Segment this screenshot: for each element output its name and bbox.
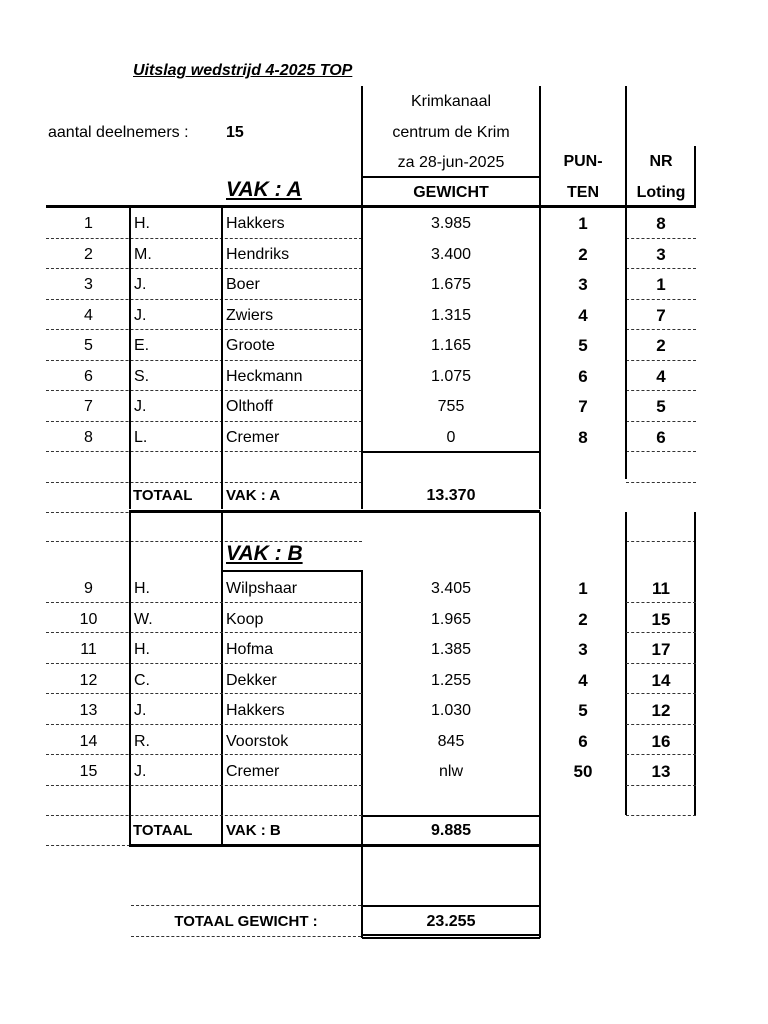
grid-line bbox=[46, 329, 362, 330]
row-lot: 6 bbox=[656, 427, 666, 447]
grid-line bbox=[625, 207, 627, 479]
row-initial: H. bbox=[134, 215, 150, 232]
grid-line bbox=[46, 421, 362, 422]
row-lot: 5 bbox=[656, 397, 666, 416]
grid-line bbox=[626, 663, 696, 664]
row-number: 13 bbox=[79, 702, 98, 719]
row-lot: 4 bbox=[656, 366, 666, 386]
row-number: 3 bbox=[84, 276, 93, 293]
grid-line bbox=[46, 632, 362, 633]
row-points: 5 bbox=[578, 701, 588, 720]
grid-line bbox=[626, 329, 696, 330]
grid-line bbox=[46, 360, 362, 361]
grid-line bbox=[626, 724, 696, 725]
row-weight: 3.985 bbox=[430, 215, 472, 232]
row-weight: 845 bbox=[437, 732, 465, 750]
grand-total-label: TOTAAL GEWICHT : bbox=[174, 913, 318, 930]
grid-line bbox=[626, 268, 696, 269]
grid-line bbox=[626, 815, 696, 816]
grid-line bbox=[362, 905, 540, 907]
row-points: 6 bbox=[578, 366, 588, 386]
row-initial: S. bbox=[134, 367, 150, 385]
grid-line bbox=[129, 844, 540, 847]
grid-line bbox=[361, 570, 363, 846]
row-lot: 7 bbox=[656, 305, 666, 325]
grid-line bbox=[361, 207, 363, 509]
row-name: Hakkers bbox=[226, 215, 285, 232]
grid-line bbox=[46, 693, 362, 694]
grid-line bbox=[626, 482, 696, 483]
row-initial: J. bbox=[134, 398, 147, 415]
grid-line bbox=[129, 512, 131, 846]
grid-line bbox=[625, 512, 627, 815]
row-lot: 17 bbox=[651, 640, 671, 659]
row-points: 4 bbox=[578, 670, 588, 690]
grid-line bbox=[362, 934, 540, 936]
vak-a-total-vak: VAK : A bbox=[226, 487, 281, 504]
grid-line bbox=[46, 268, 362, 269]
row-weight: 1.075 bbox=[430, 367, 472, 385]
row-initial: W. bbox=[134, 610, 153, 628]
vak-b-total-value: 9.885 bbox=[430, 822, 472, 839]
row-weight: nlw bbox=[438, 763, 463, 780]
header-divider bbox=[539, 86, 541, 206]
grid-line bbox=[626, 390, 696, 391]
row-number: 1 bbox=[84, 215, 93, 232]
row-lot: 8 bbox=[656, 214, 666, 233]
grid-line bbox=[46, 482, 362, 483]
header-divider bbox=[361, 86, 363, 206]
row-weight: 1.965 bbox=[430, 610, 472, 628]
grid-line bbox=[129, 207, 131, 509]
row-number: 4 bbox=[84, 306, 93, 324]
grid-line bbox=[626, 238, 696, 239]
header-nr-1: NR bbox=[649, 153, 673, 170]
row-name: Zwiers bbox=[226, 306, 274, 324]
row-name: Hendriks bbox=[226, 245, 290, 263]
row-number: 12 bbox=[79, 671, 98, 689]
grid-line bbox=[46, 602, 362, 603]
grid-line bbox=[362, 937, 540, 939]
vak-b-total-label: TOTAAL bbox=[133, 822, 193, 839]
row-weight: 1.675 bbox=[430, 276, 472, 293]
row-lot: 12 bbox=[651, 701, 671, 720]
header-punten-2: TEN bbox=[567, 184, 599, 201]
grid-line bbox=[129, 510, 540, 513]
grid-line bbox=[46, 815, 362, 816]
page-title: Uitslag wedstrijd 4-2025 TOP bbox=[133, 62, 353, 79]
row-initial: H. bbox=[134, 580, 150, 597]
row-initial: H. bbox=[134, 641, 150, 658]
grid-line bbox=[221, 207, 223, 509]
row-name: Koop bbox=[226, 610, 264, 628]
location-line-1: Krimkanaal bbox=[410, 93, 492, 110]
row-weight: 1.030 bbox=[430, 702, 472, 719]
row-number: 8 bbox=[84, 428, 93, 446]
row-weight: 3.400 bbox=[430, 245, 472, 263]
row-weight: 755 bbox=[437, 398, 465, 415]
grid-line bbox=[626, 785, 696, 786]
row-points: 50 bbox=[573, 762, 593, 781]
row-number: 11 bbox=[80, 641, 97, 658]
row-weight: 1.255 bbox=[430, 671, 472, 689]
row-initial: E. bbox=[134, 337, 150, 354]
grid-line bbox=[46, 785, 362, 786]
row-number: 5 bbox=[84, 337, 93, 354]
row-initial: J. bbox=[134, 276, 147, 293]
row-number: 10 bbox=[79, 610, 98, 628]
row-initial: J. bbox=[134, 306, 147, 324]
row-points: 1 bbox=[578, 214, 588, 233]
grid-line bbox=[46, 541, 362, 542]
row-name: Boer bbox=[226, 276, 260, 293]
row-weight: 3.405 bbox=[430, 580, 472, 597]
row-name: Dekker bbox=[226, 671, 277, 689]
vak-a-heading: VAK : A bbox=[226, 178, 302, 201]
row-number: 6 bbox=[84, 367, 93, 385]
row-points: 3 bbox=[578, 640, 588, 659]
vak-a-total-value: 13.370 bbox=[426, 487, 476, 504]
row-weight: 1.315 bbox=[430, 306, 472, 324]
grid-line bbox=[539, 512, 541, 846]
row-name: Olthoff bbox=[226, 398, 273, 415]
row-name: Hakkers bbox=[226, 702, 285, 719]
row-initial: R. bbox=[134, 732, 150, 750]
header-bottom-rule bbox=[46, 205, 696, 208]
vak-b-heading: VAK : B bbox=[226, 542, 303, 565]
grid-line bbox=[46, 238, 362, 239]
header-nr-2: Loting bbox=[636, 184, 686, 201]
row-initial: M. bbox=[134, 245, 152, 263]
grid-line bbox=[46, 754, 362, 755]
header-punten-1: PUN- bbox=[563, 153, 603, 170]
row-lot: 16 bbox=[651, 731, 671, 751]
row-points: 6 bbox=[578, 731, 588, 751]
row-points: 2 bbox=[578, 244, 588, 264]
location-line-2: centrum de Krim bbox=[392, 124, 510, 141]
header-divider bbox=[694, 146, 696, 206]
row-name: Wilpshaar bbox=[226, 580, 298, 597]
row-points: 7 bbox=[578, 397, 588, 416]
grid-line bbox=[626, 299, 696, 300]
row-lot: 11 bbox=[652, 579, 670, 598]
grid-line bbox=[46, 299, 362, 300]
row-lot: 2 bbox=[656, 336, 666, 355]
grid-line bbox=[362, 815, 540, 817]
vak-b-total-vak: VAK : B bbox=[226, 822, 281, 839]
grid-line bbox=[626, 360, 696, 361]
grid-line bbox=[626, 754, 696, 755]
grid-line bbox=[361, 846, 363, 938]
grid-line bbox=[626, 602, 696, 603]
row-lot: 13 bbox=[651, 762, 671, 781]
row-initial: C. bbox=[134, 671, 150, 689]
row-number: 15 bbox=[79, 763, 98, 780]
row-initial: J. bbox=[134, 763, 147, 780]
grand-total-value: 23.255 bbox=[426, 913, 476, 930]
participants-count: 15 bbox=[226, 124, 244, 141]
row-lot: 1 bbox=[656, 275, 666, 294]
grid-line bbox=[626, 693, 696, 694]
row-weight: 1.165 bbox=[430, 337, 472, 354]
grid-line bbox=[626, 451, 696, 452]
row-points: 3 bbox=[578, 275, 588, 294]
vak-a-total-label: TOTAAL bbox=[133, 487, 193, 504]
grid-line bbox=[131, 936, 361, 937]
grid-line bbox=[222, 570, 362, 572]
header-rule bbox=[362, 176, 539, 178]
row-points: 8 bbox=[578, 427, 588, 447]
row-weight: 0 bbox=[446, 428, 456, 446]
row-lot: 15 bbox=[651, 609, 671, 629]
grid-line bbox=[221, 512, 223, 846]
row-number: 14 bbox=[79, 732, 98, 750]
row-weight: 1.385 bbox=[430, 641, 472, 658]
grid-line bbox=[46, 390, 362, 391]
row-number: 7 bbox=[84, 398, 93, 415]
row-lot: 14 bbox=[651, 670, 671, 690]
grid-line bbox=[626, 421, 696, 422]
grid-line bbox=[626, 632, 696, 633]
row-points: 2 bbox=[578, 609, 588, 629]
grid-line bbox=[46, 724, 362, 725]
grid-line bbox=[131, 905, 361, 906]
grid-line bbox=[626, 541, 696, 542]
row-points: 5 bbox=[578, 336, 588, 355]
grid-line bbox=[539, 207, 541, 509]
row-name: Hofma bbox=[226, 641, 274, 658]
participants-label: aantal deelnemers : bbox=[48, 124, 189, 141]
row-number: 2 bbox=[84, 245, 93, 263]
grid-line bbox=[46, 663, 362, 664]
row-lot: 3 bbox=[656, 244, 666, 264]
row-points: 4 bbox=[578, 305, 588, 325]
row-points: 1 bbox=[578, 579, 588, 598]
row-name: Cremer bbox=[226, 428, 280, 446]
row-initial: L. bbox=[134, 428, 148, 446]
grid-line bbox=[46, 451, 362, 452]
grid-line bbox=[694, 512, 696, 815]
grid-line bbox=[362, 451, 540, 453]
header-divider bbox=[625, 86, 627, 206]
grid-line bbox=[46, 845, 130, 846]
row-name: Heckmann bbox=[226, 367, 303, 385]
location-line-3: za 28-jun-2025 bbox=[397, 154, 505, 171]
row-name: Groote bbox=[226, 337, 275, 354]
row-initial: J. bbox=[134, 702, 147, 719]
grid-line bbox=[539, 846, 541, 938]
row-number: 9 bbox=[84, 580, 93, 597]
header-gewicht: GEWICHT bbox=[413, 184, 489, 201]
row-name: Voorstok bbox=[226, 732, 289, 750]
row-name: Cremer bbox=[226, 763, 280, 780]
